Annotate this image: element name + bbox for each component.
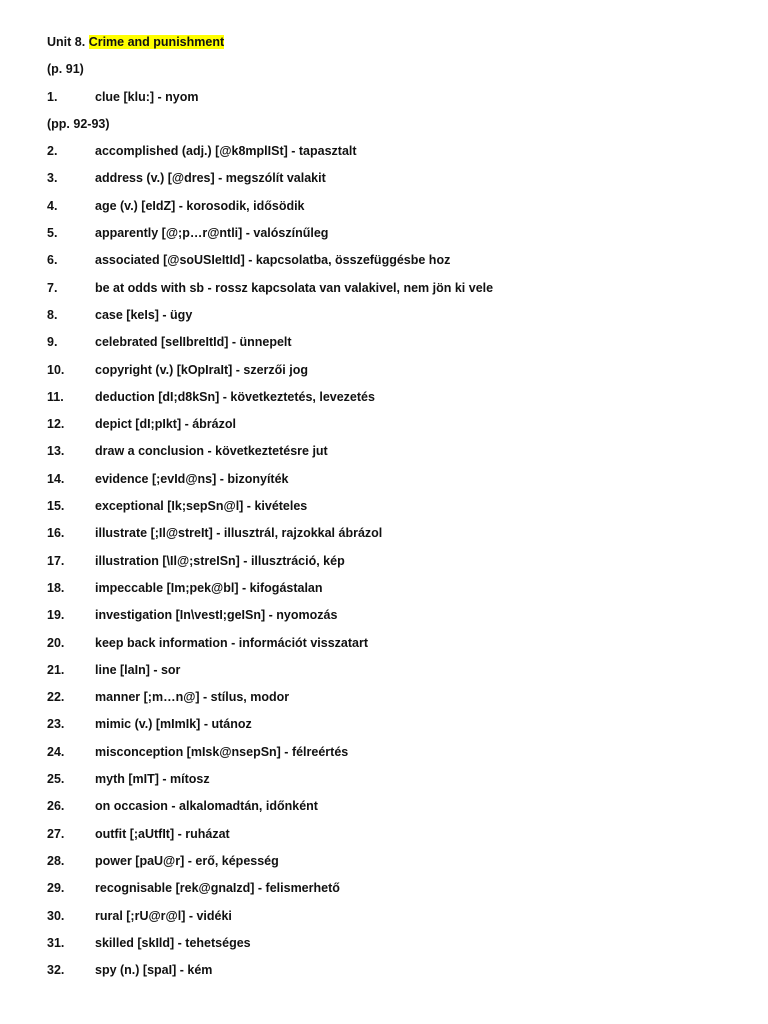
vocab-item — [47, 797, 747, 824]
vocab-item — [47, 88, 747, 115]
item-text: mimic (v.) [mImIk] - utánoz — [95, 717, 252, 732]
item-number: 13. — [47, 444, 65, 459]
item-text: clue [klu:] - nyom — [95, 89, 199, 104]
vocab-item — [47, 743, 747, 770]
item-number: 25. — [47, 772, 65, 787]
item-number: 26. — [47, 799, 65, 814]
item-text: associated [@soUSIeItId] - kapcsolatba, összefüggésbe hoz — [95, 253, 451, 268]
item-number: 6. — [47, 253, 58, 268]
vocab-item — [47, 197, 747, 224]
item-number: 2. — [47, 144, 58, 159]
item-number: 22. — [47, 690, 65, 705]
vocab-item — [47, 224, 747, 251]
item-text: draw a conclusion - következtetésre jut — [95, 444, 328, 459]
item-text: investigation [In\vestI;geISn] - nyomozás — [95, 608, 338, 623]
vocab-item — [47, 961, 747, 988]
item-number: 3. — [47, 171, 58, 186]
item-number: 28. — [47, 853, 65, 868]
item-text: be at odds with sb - rossz kapcsolata van valakivel, nem jön ki vele — [95, 280, 494, 295]
vocab-item — [47, 333, 747, 360]
item-text: misconception [mIsk@nsepSn] - félreértés — [95, 744, 349, 759]
vocab-item — [47, 470, 747, 497]
item-number: 9. — [47, 335, 58, 350]
vocabulary-list — [47, 60, 747, 988]
item-number: 30. — [47, 908, 65, 923]
item-text: recognisable [rek@gnaIzd] - felismerhető — [95, 881, 340, 896]
item-number: 12. — [47, 417, 65, 432]
item-text: outfit [;aUtfIt] - ruházat — [95, 826, 230, 841]
item-text: case [keIs] - ügy — [95, 307, 193, 322]
item-text: address (v.) [@dres] - megszólít valakit — [95, 171, 326, 186]
vocab-item — [47, 442, 747, 469]
unit-label: Unit 8. — [47, 35, 86, 49]
item-text: impeccable [Im;pek@bl] - kifogástalan — [95, 580, 323, 595]
item-number: 20. — [47, 635, 65, 650]
item-number: 7. — [47, 280, 58, 295]
item-number: 27. — [47, 826, 65, 841]
vocab-item — [47, 934, 747, 961]
vocab-item — [47, 552, 747, 579]
vocab-item — [47, 524, 747, 551]
vocab-item — [47, 661, 747, 688]
item-text: power [paU@r] - erő, képesség — [95, 853, 279, 868]
vocab-item — [47, 169, 747, 196]
vocab-item — [47, 579, 747, 606]
item-number: 5. — [47, 226, 58, 241]
item-text: age (v.) [eIdZ] - korosodik, idősödik — [95, 198, 305, 213]
item-number: 11. — [47, 389, 64, 404]
item-number: 14. — [47, 471, 65, 486]
item-number: 29. — [47, 881, 65, 896]
item-number: 32. — [47, 963, 65, 978]
vocab-item — [47, 251, 747, 278]
vocab-item — [47, 361, 747, 388]
vocab-item — [47, 388, 747, 415]
vocab-item — [47, 825, 747, 852]
page-reference: (p. 91) — [47, 62, 84, 77]
item-text: on occasion - alkalomadtán, időnként — [95, 799, 318, 814]
vocab-item — [47, 306, 747, 333]
item-number: 10. — [47, 362, 65, 377]
unit-heading — [47, 33, 747, 60]
item-number: 4. — [47, 198, 58, 213]
item-text: accomplished (adj.) [@k8mplISt] - tapasztalt — [95, 144, 357, 159]
item-number: 15. — [47, 499, 65, 514]
vocab-item — [47, 688, 747, 715]
item-number: 19. — [47, 608, 65, 623]
item-text: keep back information - információt visszatart — [95, 635, 368, 650]
item-text: manner [;m…n@] - stílus, modor — [95, 690, 290, 705]
page-reference: (pp. 92-93) — [47, 116, 110, 131]
vocab-item — [47, 770, 747, 797]
vocab-item — [47, 415, 747, 442]
item-number: 16. — [47, 526, 65, 541]
item-text: depict [dI;pIkt] - ábrázol — [95, 417, 236, 432]
vocab-item — [47, 634, 747, 661]
vocab-item — [47, 715, 747, 742]
item-number: 21. — [47, 662, 65, 677]
item-number: 8. — [47, 307, 58, 322]
item-text: rural [;rU@r@l] - vidéki — [95, 908, 232, 923]
item-text: exceptional [Ik;sepSn@l] - kivételes — [95, 499, 308, 514]
vocab-item — [47, 279, 747, 306]
vocab-item — [47, 879, 747, 906]
item-text: celebrated [selIbreItId] - ünnepelt — [95, 335, 292, 350]
vocab-item — [47, 606, 747, 633]
item-text: copyright (v.) [kOpIraIt] - szerzői jog — [95, 362, 308, 377]
item-number: 1. — [47, 89, 58, 104]
item-text: illustrate [;Il@streIt] - illusztrál, rajzokkal ábrázol — [95, 526, 383, 541]
item-text: apparently [@;p…r@ntli] - valószínűleg — [95, 226, 329, 241]
item-text: deduction [dI;d8kSn] - következtetés, levezetés — [95, 389, 375, 404]
item-text: skilled [skIld] - tehetséges — [95, 935, 251, 950]
item-text: illustration [\Il@;streISn] - illusztráció, kép — [95, 553, 345, 568]
vocab-item — [47, 907, 747, 934]
item-number: 31. — [47, 935, 65, 950]
item-number: 18. — [47, 580, 65, 595]
item-text: line [laIn] - sor — [95, 662, 181, 677]
document-page — [47, 33, 747, 988]
item-text: evidence [;evId@ns] - bizonyíték — [95, 471, 289, 486]
item-text: spy (n.) [spaI] - kém — [95, 963, 213, 978]
vocab-item — [47, 497, 747, 524]
vocab-item — [47, 142, 747, 169]
item-number: 23. — [47, 717, 65, 732]
item-number: 17. — [47, 553, 65, 568]
vocab-item — [47, 852, 747, 879]
unit-title: Crime and punishment — [88, 35, 225, 49]
item-text: myth [mIT] - mítosz — [95, 772, 210, 787]
item-number: 24. — [47, 744, 65, 759]
